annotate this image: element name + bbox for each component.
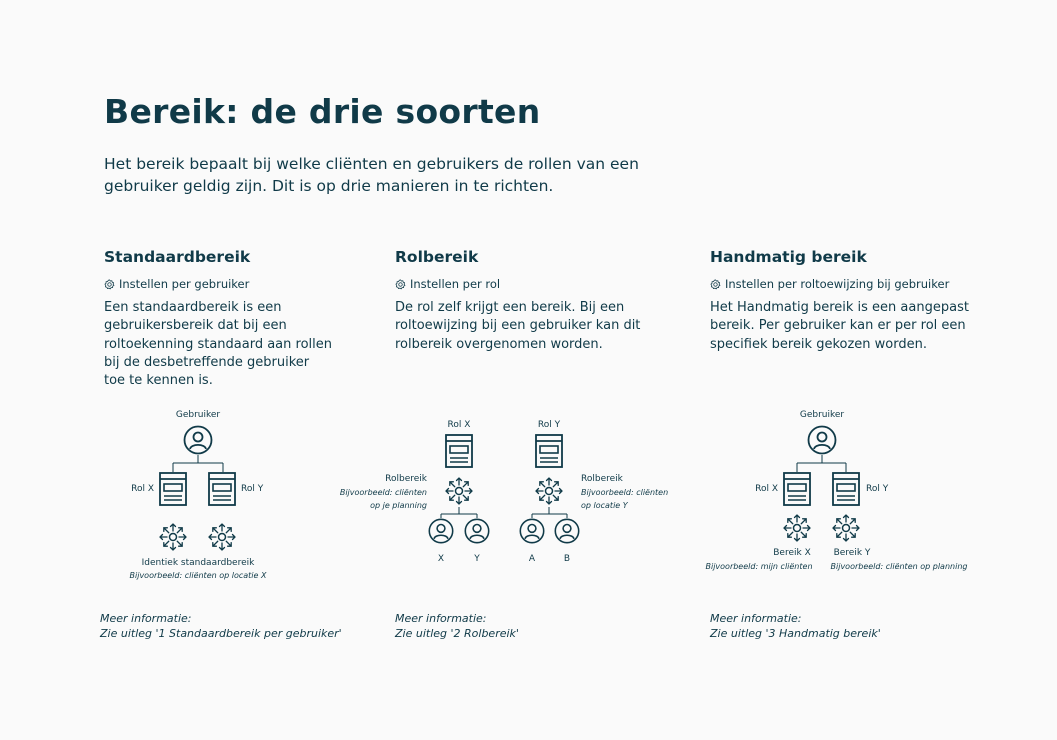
scope-example: Bijvoorbeeld: cliënten op locatie X — [129, 571, 267, 580]
column-standaardbereik — [104, 248, 332, 390]
scope-y-label: Bereik Y — [833, 548, 871, 558]
scope-label: Identiek standaardbereik — [141, 558, 255, 568]
scope-right-example: Bijvoorbeeld: cliënten — [581, 488, 669, 497]
more-info-handmatig-bereik — [710, 612, 881, 641]
scope-right-label: Rolbereik — [581, 474, 623, 484]
user-label: Y — [474, 554, 480, 564]
scope-icon — [779, 510, 816, 547]
user-icon — [555, 519, 578, 542]
more-info-rolbereik — [395, 612, 519, 641]
setting-label: Instellen per gebruiker — [119, 277, 250, 291]
setting-line — [104, 277, 332, 291]
user-icon — [520, 519, 543, 542]
scope-icon — [531, 473, 568, 510]
user-label: A — [528, 554, 536, 564]
more-info-link[interactable]: Zie uitleg '3 Handmatig bereik' — [710, 626, 881, 640]
gear-icon — [395, 279, 406, 290]
role-x-label: Rol X — [447, 420, 471, 430]
more-info-standaardbereik — [100, 612, 342, 641]
role-document-icon — [536, 435, 562, 467]
role-y-label: Rol Y — [241, 484, 264, 494]
role-document-icon — [160, 473, 186, 505]
more-info-title: Meer informatie: — [395, 612, 487, 625]
role-y-label: Rol Y — [866, 484, 889, 494]
user-label: Gebruiker — [175, 410, 221, 420]
intro-text: Het bereik bepaalt bij welke cliënten en gebruikers de rollen van een gebruiker geldig zijn. Dit is op drie manieren in te richten. — [104, 155, 639, 195]
column-heading: Handmatig bereik — [710, 248, 867, 266]
connector-lines — [173, 455, 223, 472]
diagram-handmatig-bereik — [700, 400, 990, 590]
setting-label: Instellen per roltoewijzing bij gebruiker — [725, 277, 950, 291]
role-document-icon — [833, 473, 859, 505]
more-info-title: Meer informatie: — [100, 612, 192, 625]
scope-icon — [441, 473, 478, 510]
user-icon — [465, 519, 488, 542]
role-x-label: Rol X — [131, 484, 154, 494]
scope-x-example: Bijvoorbeeld: mijn cliënten — [705, 562, 813, 571]
diagram-standaardbereik — [120, 400, 290, 590]
more-info-title: Meer informatie: — [710, 612, 802, 625]
page-title: Bereik: de drie soorten — [104, 92, 541, 131]
scope-y-example: Bijvoorbeeld: cliënten op planning — [830, 562, 968, 571]
user-label: B — [563, 554, 571, 564]
user-label: Gebruiker — [799, 410, 845, 420]
column-heading: Rolbereik — [395, 248, 479, 266]
user-icon — [185, 427, 212, 454]
setting-line — [710, 277, 972, 291]
gear-icon — [104, 279, 115, 290]
scope-icon — [828, 510, 865, 547]
column-description: Het Handmatig bereik is een aangepast bereik. Per gebruiker kan er per rol een specifiek bereik gekozen worden. — [710, 300, 969, 352]
connector-lines — [797, 455, 846, 472]
role-document-icon — [209, 473, 235, 505]
scope-x-label: Bereik X — [773, 548, 811, 558]
gear-icon — [710, 279, 721, 290]
role-document-icon — [446, 435, 472, 467]
setting-label: Instellen per rol — [410, 277, 501, 291]
more-info-link[interactable]: Zie uitleg '2 Rolbereik' — [395, 626, 519, 640]
user-icon — [429, 519, 452, 542]
role-document-icon — [784, 473, 810, 505]
scope-left-label: Rolbereik — [385, 474, 427, 484]
column-description: De rol zelf krijgt een bereik. Bij een roltoewijzing bij een gebruiker kan dit rolbereik overgenomen worden. — [395, 300, 641, 352]
column-handmatig-bereik — [710, 248, 972, 354]
column-description: Een standaardbereik is een gebruikersbereik dat bij een roltoekenning standaard aan rollen bij de desbetreffende gebruiker toe te kennen is. — [104, 300, 332, 389]
user-label: X — [437, 554, 445, 564]
scope-icon — [155, 519, 192, 556]
role-x-label: Rol X — [755, 484, 778, 494]
scope-left-example: Bijvoorbeeld: cliënten — [339, 488, 427, 497]
connector-lines — [441, 507, 567, 518]
scope-left-example: op je planning — [370, 501, 427, 510]
scope-right-example: op locatie Y — [581, 501, 628, 510]
role-y-label: Rol Y — [537, 420, 561, 430]
more-info-link[interactable]: Zie uitleg '1 Standaardbereik per gebruiker' — [100, 626, 342, 640]
diagram-rolbereik — [335, 410, 680, 570]
column-rolbereik — [395, 248, 645, 354]
column-heading: Standaardbereik — [104, 248, 251, 266]
user-icon — [809, 427, 836, 454]
scope-icon — [204, 519, 241, 556]
setting-line — [395, 277, 645, 291]
